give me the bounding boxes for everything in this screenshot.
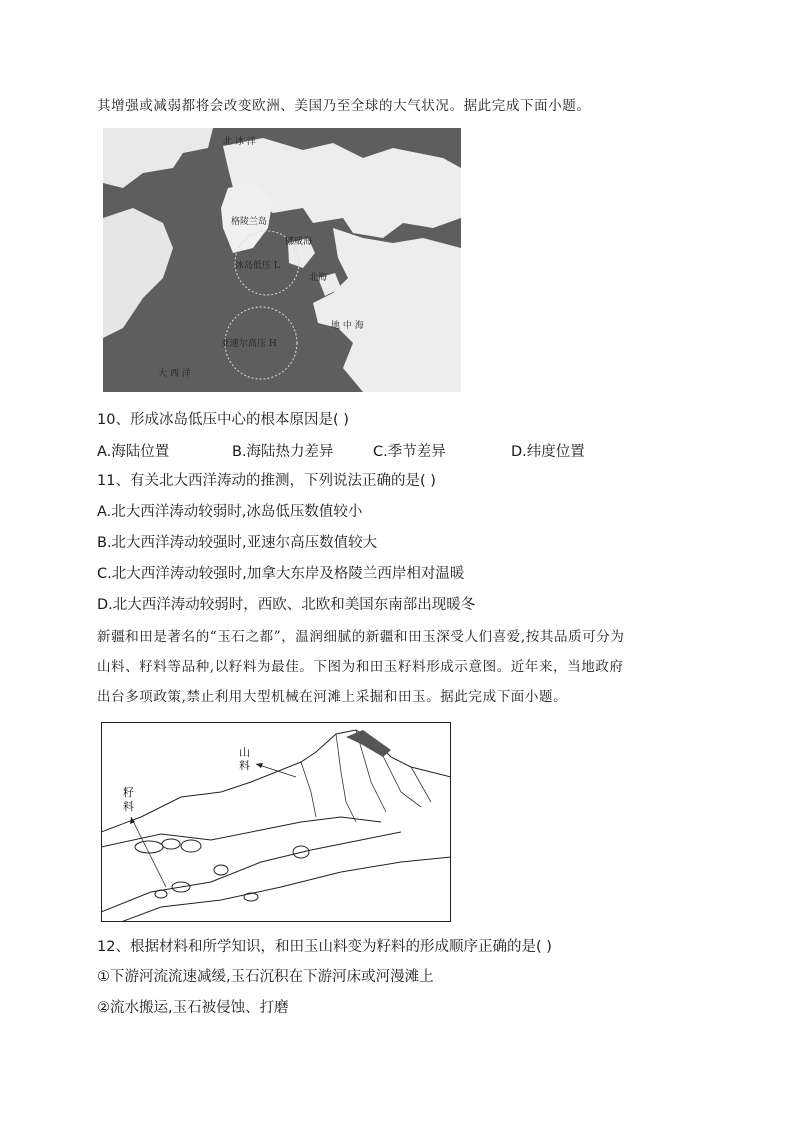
label-ziliao-1: 籽 [123, 786, 134, 799]
q12-item-1: ①下游河流流速减缓,玉石沉积在下游河床或河漫滩上 [97, 969, 434, 985]
label-north-sea: 北海 [309, 273, 328, 283]
q10-option-c: C.季节差异 [373, 444, 446, 460]
jade-formation-sketch [101, 722, 451, 922]
label-shanliao-1: 山 [239, 746, 250, 759]
q10-option-d: D.纬度位置 [511, 444, 585, 460]
label-arctic-ocean: 北 冰 洋 [223, 137, 256, 147]
label-atlantic: 大 西 洋 [158, 369, 191, 379]
q11-option-a: A.北大西洋涛动较弱时,冰岛低压数值较小 [97, 504, 363, 520]
intro-text-2-line-2: 山料、籽料等品种,以籽料为最佳。下图为和田玉籽料形成示意图。近年来，当地政府 [97, 659, 624, 675]
label-iceland-low: 冰岛低压 L [235, 261, 280, 271]
q12-item-2: ②流水搬运,玉石被侵蚀、打磨 [97, 1000, 289, 1016]
q10-stem: 10、形成冰岛低压中心的根本原因是( ) [97, 412, 349, 428]
q11-stem: 11、有关北大西洋涛动的推测，下列说法正确的是( ) [97, 473, 436, 489]
q10-option-a: A.海陆位置 [97, 444, 170, 460]
north-atlantic-pressure-map [103, 128, 461, 392]
label-azores-high: 亚速尔高压 H [221, 339, 277, 349]
q12-stem: 12、根据材料和所学知识，和田玉山料变为籽料的形成顺序正确的是( ) [97, 939, 552, 955]
q11-option-b: B.北大西洋涛动较强时,亚速尔高压数值较大 [97, 535, 378, 551]
intro-text-1: 其增强或减弱都将会改变欧洲、美国乃至全球的大气状况。据此完成下面小题。 [97, 98, 591, 114]
q10-option-b: B.海陆热力差异 [232, 444, 334, 460]
label-greenland: 格陵兰岛 [231, 217, 268, 227]
q11-option-c: C.北大西洋涛动较强时,加拿大东岸及格陵兰西岸相对温暖 [97, 566, 465, 582]
label-mediterranean: 地 中 海 [331, 321, 364, 331]
label-shanliao-2: 料 [239, 759, 250, 772]
label-ziliao-2: 料 [123, 800, 134, 813]
intro-text-2-line-3: 出台多项政策,禁止利用大型机械在河滩上采掘和田玉。据此完成下面小题。 [97, 689, 568, 705]
label-norwegian-sea: 挪威海 [285, 237, 313, 247]
intro-text-2-line-1: 新疆和田是著名的“玉石之都”，温润细腻的新疆和田玉深受人们喜爱,按其品质可分为 [97, 629, 625, 645]
q11-option-d: D.北大西洋涛动较弱时，西欧、北欧和美国东南部出现暖冬 [97, 597, 476, 613]
